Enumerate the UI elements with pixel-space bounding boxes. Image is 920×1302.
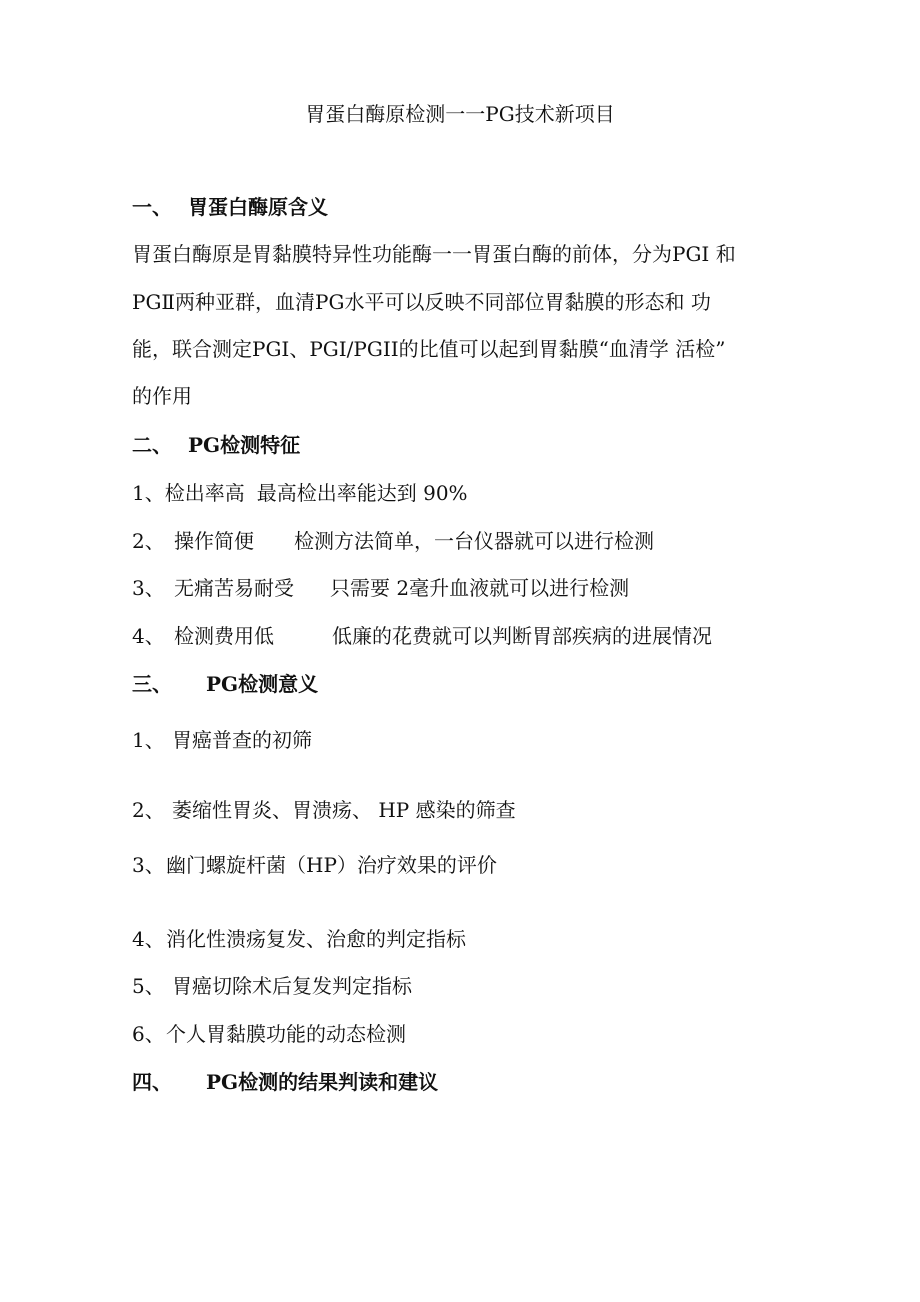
section-number-3: 三、 bbox=[132, 672, 172, 696]
feature-detail: 低廉的花费就可以判断胃部疾病的进展情况 bbox=[332, 624, 712, 648]
significance-text: 萎缩性胃炎、胃溃疡、 HP 感染的筛查 bbox=[172, 798, 516, 822]
feature-number: 3、 bbox=[132, 576, 165, 600]
significance-number: 2、 bbox=[132, 798, 165, 822]
section-heading-3 bbox=[132, 670, 318, 698]
section-number-1: 一、 bbox=[132, 195, 172, 219]
significance-text: 个人胃黏膜功能的动态检测 bbox=[166, 1022, 406, 1046]
section-title-2: PG检测特征 bbox=[188, 433, 301, 457]
section-title-3: PG检测意义 bbox=[206, 672, 319, 696]
significance-number: 4、 bbox=[132, 927, 165, 951]
feature-label: 无痛苦易耐受 bbox=[174, 576, 294, 600]
paragraph-line-1: 胃蛋白酶原是胃黏膜特异性功能酶一一胃蛋白酶的前体，分为PGⅠ 和 bbox=[132, 242, 736, 266]
feature-detail: 检测方法简单，一台仪器就可以进行检测 bbox=[294, 529, 654, 553]
paragraph-line-4: 的作用 bbox=[132, 384, 192, 408]
significance-number: 5、 bbox=[132, 974, 165, 998]
significance-text: 胃癌普查的初筛 bbox=[172, 728, 312, 752]
significance-item-1 bbox=[132, 726, 312, 754]
section-heading-1 bbox=[132, 193, 328, 221]
significance-item-2 bbox=[132, 796, 516, 824]
significance-text: 幽门螺旋杆菌（HP）治疗效果的评价 bbox=[166, 853, 497, 877]
feature-label: 检测费用低 bbox=[174, 624, 274, 648]
significance-number: 1、 bbox=[132, 728, 165, 752]
section-number-2: 二、 bbox=[132, 433, 172, 457]
significance-item-3 bbox=[132, 851, 497, 879]
document-title: 胃蛋白酶原检测一一PG技术新项目 bbox=[305, 102, 615, 126]
feature-item-4 bbox=[132, 622, 712, 650]
significance-text: 消化性溃疡复发、治愈的判定指标 bbox=[166, 927, 466, 951]
section-number-4: 四、 bbox=[132, 1070, 172, 1094]
significance-item-6 bbox=[132, 1020, 406, 1048]
feature-number: 4、 bbox=[132, 624, 165, 648]
feature-item-3 bbox=[132, 574, 629, 602]
feature-item-1 bbox=[132, 479, 468, 507]
feature-detail: 最高检出率能达到 90% bbox=[256, 481, 468, 505]
paragraph-line-3: 能，联合测定PGI、PGI/PGII的比值可以起到胃黏膜“血清学 活检” bbox=[132, 337, 726, 361]
feature-number: 1、 bbox=[132, 481, 165, 505]
feature-number: 2、 bbox=[132, 529, 165, 553]
section-heading-4 bbox=[132, 1068, 438, 1096]
significance-text: 胃癌切除术后复发判定指标 bbox=[172, 974, 412, 998]
significance-item-4 bbox=[132, 925, 466, 953]
feature-label: 检出率高 bbox=[164, 481, 245, 505]
significance-item-5 bbox=[132, 972, 412, 1000]
feature-item-2 bbox=[132, 527, 654, 555]
significance-number: 6、 bbox=[132, 1022, 165, 1046]
paragraph-line-2: PGⅡ两种亚群，血清PG水平可以反映不同部位胃黏膜的形态和 功 bbox=[132, 290, 711, 314]
section-title-1: 胃蛋白酶原含义 bbox=[188, 195, 328, 219]
feature-label: 操作简便 bbox=[174, 529, 254, 553]
feature-detail: 只需要 2毫升血液就可以进行检测 bbox=[330, 576, 630, 600]
section-heading-2 bbox=[132, 431, 300, 459]
section-title-4: PG检测的结果判读和建议 bbox=[206, 1070, 439, 1094]
significance-number: 3、 bbox=[132, 853, 165, 877]
